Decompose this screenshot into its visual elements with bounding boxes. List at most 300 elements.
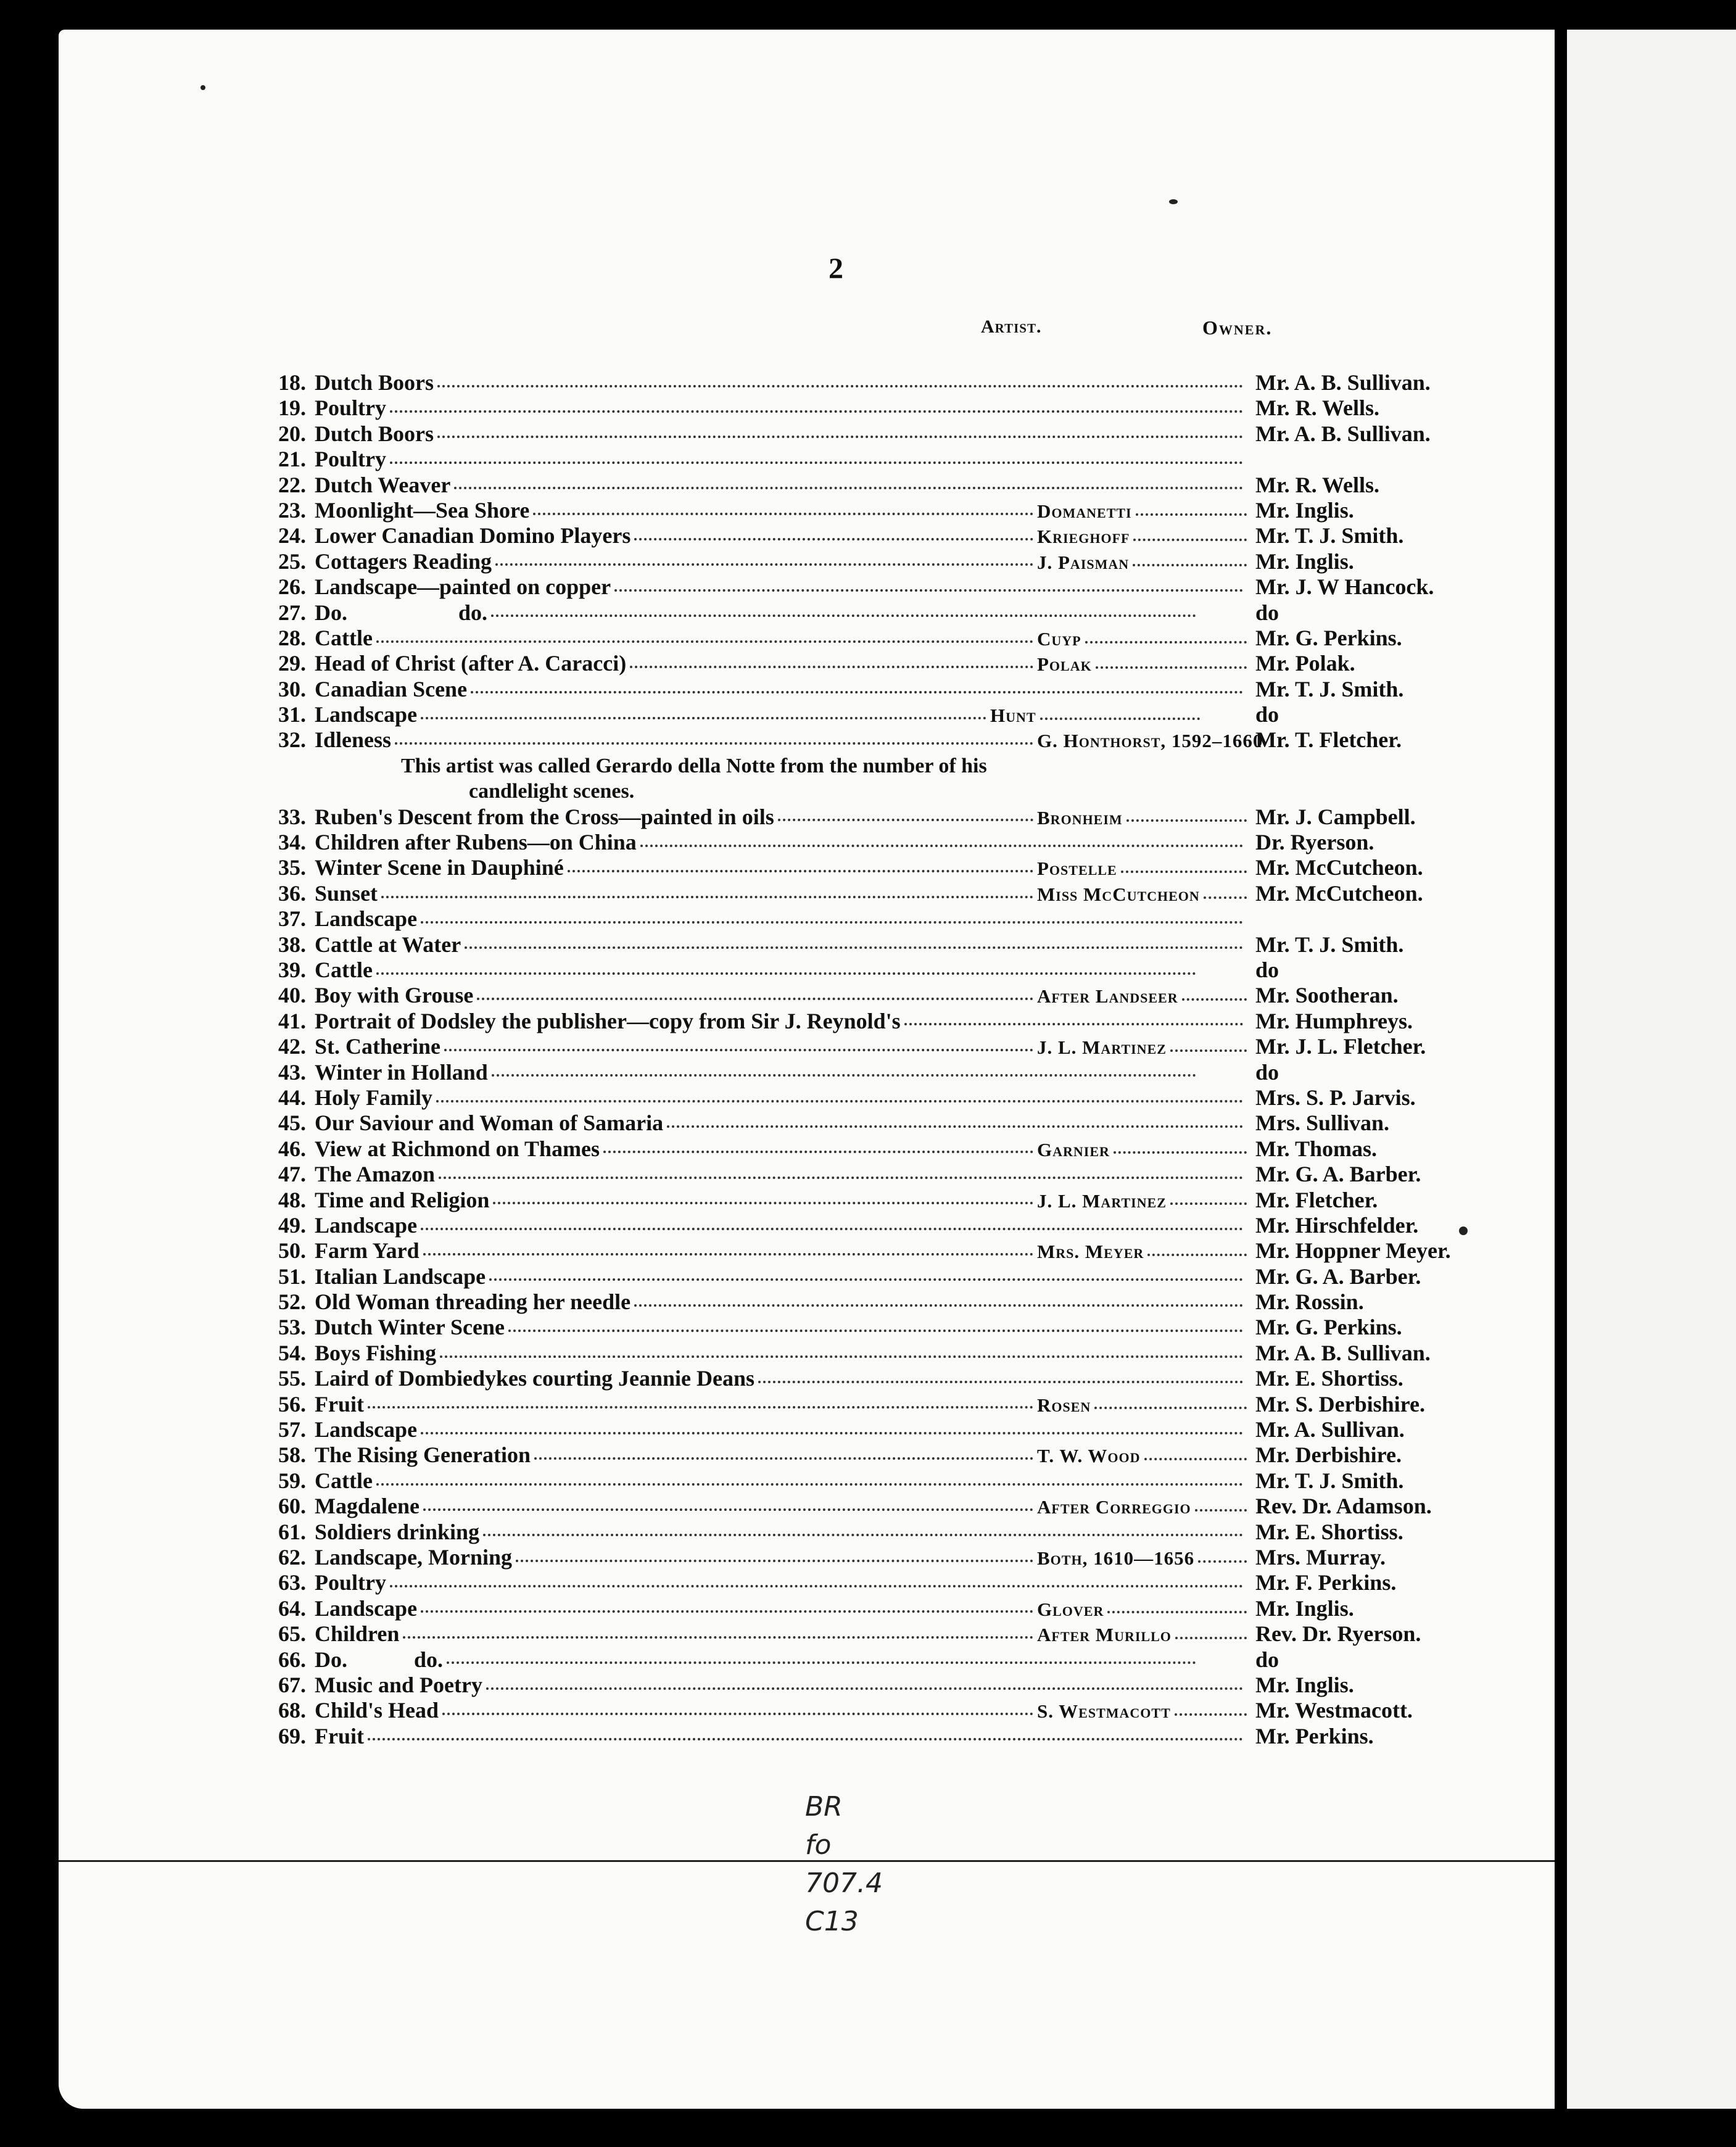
entry-number: 68.	[278, 1698, 306, 1723]
catalogue-entry	[253, 370, 1499, 395]
leader-dots	[421, 711, 986, 719]
entry-number: 44.	[278, 1085, 306, 1110]
entry-artist: Cuyp	[1037, 627, 1081, 650]
leader-dots	[634, 532, 1033, 540]
catalogue-entry	[253, 1442, 1499, 1468]
entry-number: 59.	[278, 1468, 306, 1493]
leader-dots	[444, 1043, 1033, 1051]
entry-owner: Mr. E. Shortiss.	[1255, 1366, 1403, 1391]
leader-dots	[395, 736, 1033, 745]
entry-number: 57.	[278, 1417, 306, 1442]
entry-owner: Rev. Dr. Ryerson.	[1255, 1621, 1421, 1647]
entry-artist: Domanetti	[1037, 500, 1132, 522]
catalogue-entry	[253, 1520, 1499, 1545]
entry-title: Fruit	[315, 1723, 364, 1748]
artist-cell	[1037, 652, 1247, 677]
entry-owner: Mr. Thomas.	[1255, 1136, 1378, 1161]
catalogue-entry	[253, 677, 1499, 702]
entry-number: 18.	[278, 370, 306, 395]
leader-dots	[381, 890, 1033, 898]
leader-dots	[1096, 660, 1247, 669]
entry-title: Head of Christ (after A. Caracci)	[315, 651, 627, 676]
artist-cell	[1037, 1698, 1247, 1724]
entry-artist: J. Paisman	[1037, 551, 1130, 573]
entry-number: 40.	[278, 983, 306, 1008]
entry-title: Idleness	[315, 727, 392, 753]
catalogue-entry	[253, 830, 1499, 855]
leader-dots	[403, 1630, 1033, 1639]
catalogue-entry	[253, 1238, 1499, 1264]
entry-number: 38.	[278, 932, 306, 957]
leader-dots	[491, 608, 1196, 617]
entry-owner: Mr. Inglis.	[1255, 497, 1354, 523]
leader-dots	[667, 1119, 1243, 1128]
catalogue-entry	[253, 1111, 1499, 1136]
catalogue-entry	[253, 1494, 1499, 1519]
entry-number: 23.	[278, 497, 306, 523]
entry-title: Cattle	[315, 625, 373, 650]
entry-title: Cottagers Reading	[315, 548, 492, 574]
catalogue-entry	[253, 1060, 1499, 1085]
leader-dots	[390, 455, 1243, 464]
artist-cell	[1037, 1035, 1247, 1060]
leader-dots	[534, 1451, 1033, 1460]
catalogue-entry	[253, 1162, 1499, 1187]
leader-dots	[1133, 558, 1247, 566]
entry-owner: do	[1255, 1647, 1279, 1672]
entry-title: Lower Canadian Domino Players	[315, 523, 631, 548]
artist-cell	[1037, 882, 1247, 907]
catalogue-entry	[253, 1289, 1499, 1315]
entry-title: Fruit	[315, 1391, 364, 1417]
entry-title: Portrait of Dodsley the publisher—copy from Sir J. Reynold's	[315, 1008, 901, 1033]
catalogue-entry	[253, 1264, 1499, 1289]
entry-number: 52.	[278, 1289, 306, 1315]
entry-title: Landscape	[315, 702, 418, 727]
entry-number: 36.	[278, 880, 306, 906]
entry-owner: Mr. R. Wells.	[1255, 395, 1380, 421]
catalogue-entry	[253, 1392, 1499, 1417]
catalogue-entry	[253, 958, 1499, 983]
entry-number: 64.	[278, 1595, 306, 1621]
entry-title: Landscape, Morning	[315, 1545, 513, 1570]
artist-cell	[1037, 626, 1247, 652]
entry-note: This artist was called Gerardo della Notte from the number of his	[401, 754, 987, 777]
artist-cell	[1037, 1239, 1247, 1264]
entry-owner: Mr. J. Campbell.	[1255, 804, 1416, 829]
leader-dots	[390, 404, 1243, 413]
entry-number: 30.	[278, 676, 306, 701]
entry-title: Ruben's Descent from the Cross—painted in oils	[315, 804, 774, 829]
leader-dots	[614, 583, 1243, 592]
entry-number: 55.	[278, 1366, 306, 1391]
entry-title: Laird of Dombiedykes courting Jeannie Deans	[315, 1366, 755, 1391]
entry-owner: Mr. Sootheran.	[1255, 983, 1399, 1008]
artist-cell	[1037, 805, 1247, 830]
entry-owner: do	[1255, 702, 1279, 727]
entry-title: Italian Landscape	[315, 1264, 486, 1289]
leader-dots	[533, 507, 1033, 515]
entry-title: Holy Family	[315, 1085, 432, 1110]
leader-dots	[376, 634, 1033, 643]
entry-title: Winter Scene in Dauphiné	[315, 855, 564, 880]
leader-dots	[423, 1247, 1033, 1256]
entry-owner: Mr. Hoppner Meyer.	[1255, 1238, 1451, 1264]
owner-column-header: Owner.	[1202, 316, 1273, 339]
entry-title: The Rising Generation	[315, 1442, 531, 1468]
entry-owner: Mrs. Sullivan.	[1255, 1111, 1390, 1136]
entry-owner: Mr. G. A. Barber.	[1255, 1162, 1421, 1187]
entry-title: Dutch Weaver	[315, 472, 451, 497]
leader-dots	[1204, 890, 1247, 899]
entry-title: Time and Religion	[315, 1187, 490, 1212]
entry-title: Landscape—painted on copper	[315, 574, 611, 600]
catalogue-entry	[253, 395, 1499, 421]
leader-dots	[1094, 1400, 1247, 1409]
artist-cell	[1037, 728, 1263, 753]
catalogue-entry	[253, 473, 1499, 498]
leader-dots	[421, 915, 1243, 924]
catalogue-entry	[253, 906, 1499, 932]
entry-title: Children after Rubens—on China	[315, 830, 637, 855]
leader-dots	[1182, 992, 1247, 1001]
entry-owner: do	[1255, 958, 1279, 983]
artist-cell	[1037, 856, 1247, 881]
entry-owner: Mrs. S. P. Jarvis.	[1255, 1085, 1416, 1110]
entry-owner: Mr. Westmacott.	[1255, 1698, 1413, 1723]
entry-number: 22.	[278, 472, 306, 497]
catalogue-entry	[253, 1647, 1499, 1673]
entry-artist: Postelle	[1037, 858, 1117, 880]
entry-title: Do. do.	[315, 1647, 444, 1672]
entry-owner: Mr. Perkins.	[1255, 1723, 1374, 1748]
entry-title: Canadian Scene	[315, 676, 468, 701]
entry-artist: J. L. Martinez	[1037, 1036, 1167, 1059]
entry-number: 43.	[278, 1059, 306, 1085]
leader-dots	[421, 1426, 1243, 1434]
artist-cell	[1037, 498, 1247, 524]
entry-owner: Mr. E. Shortiss.	[1255, 1519, 1403, 1544]
leader-dots	[437, 429, 1243, 438]
entry-title: View at Richmond on Thames	[315, 1136, 600, 1161]
entry-owner: Mr. J. W Hancock.	[1255, 574, 1434, 600]
entry-title: Poultry	[315, 1570, 386, 1595]
leader-dots	[634, 1298, 1243, 1307]
catalogue-entry	[253, 447, 1499, 472]
catalogue-entry	[253, 1009, 1499, 1034]
leader-dots	[437, 379, 1243, 387]
catalogue-entry	[253, 1366, 1499, 1391]
leader-dots	[1198, 1554, 1247, 1563]
catalogue-entry	[253, 1213, 1499, 1238]
entry-artist: Krieghoff	[1037, 526, 1130, 548]
leader-dots	[1136, 507, 1247, 516]
leader-dots	[603, 1144, 1033, 1153]
entry-title: Children	[315, 1621, 400, 1647]
leader-dots	[447, 1655, 1196, 1664]
entry-number: 58.	[278, 1442, 306, 1468]
leader-dots	[1175, 1707, 1247, 1716]
entry-owner: Mr. Derbishire.	[1255, 1442, 1402, 1468]
handwritten-line: C13	[805, 1906, 859, 1937]
leader-dots	[1040, 711, 1200, 720]
leader-dots	[489, 1272, 1243, 1281]
entry-owner: Mr. R. Wells.	[1255, 472, 1380, 497]
catalogue-entry	[253, 1341, 1499, 1366]
entry-owner: Mr. Inglis.	[1255, 1672, 1354, 1697]
entry-title: Boy with Grouse	[315, 983, 474, 1008]
entry-number: 29.	[278, 651, 306, 676]
entry-number: 48.	[278, 1187, 306, 1212]
catalogue-list	[253, 370, 1499, 1749]
entry-artist: Polak	[1037, 653, 1092, 676]
entry-title: St. Catherine	[315, 1034, 440, 1059]
entry-artist: Hunt	[990, 705, 1036, 727]
handwritten-line: fo	[805, 1829, 832, 1861]
leader-dots	[439, 1170, 1243, 1179]
catalogue-entry	[253, 626, 1499, 651]
entry-title: Cattle at Water	[315, 932, 461, 957]
leader-dots	[495, 557, 1033, 566]
catalogue-entry	[253, 1698, 1499, 1723]
leader-dots	[493, 1196, 1033, 1204]
leader-dots	[1144, 1452, 1247, 1460]
entry-owner: do	[1255, 1059, 1279, 1085]
catalogue-entry	[253, 702, 1499, 727]
catalogue-entry	[253, 805, 1499, 830]
entry-number: 66.	[278, 1647, 306, 1672]
entry-owner: Mr. G. Perkins.	[1255, 625, 1402, 650]
entry-artist: After Landseer	[1037, 985, 1178, 1007]
entry-number: 33.	[278, 804, 306, 829]
leader-dots	[516, 1553, 1033, 1562]
artist-cell	[1037, 1443, 1247, 1468]
leader-dots	[904, 1017, 1243, 1025]
entry-owner: Mr. Inglis.	[1255, 1595, 1354, 1621]
leader-dots	[465, 940, 1243, 949]
leader-dots	[492, 1068, 1196, 1077]
leader-dots	[1170, 1043, 1247, 1052]
leader-dots	[758, 1375, 1243, 1383]
entry-artist: T. W. Wood	[1037, 1445, 1141, 1467]
leader-dots	[440, 1349, 1243, 1358]
entry-title: Dutch Winter Scene	[315, 1315, 505, 1340]
entry-title: Poultry	[315, 447, 386, 472]
leader-dots	[1126, 813, 1247, 822]
entry-title: Child's Head	[315, 1698, 439, 1723]
artist-cell	[1037, 1188, 1247, 1214]
entry-artist: Mrs. Meyer	[1037, 1241, 1144, 1263]
catalogue-entry	[253, 1136, 1499, 1162]
leader-dots	[1147, 1247, 1247, 1256]
entry-number: 19.	[278, 395, 306, 421]
catalogue-entry	[253, 1621, 1499, 1647]
entry-owner: Mr. T. J. Smith.	[1255, 932, 1404, 957]
leader-dots	[568, 864, 1033, 872]
leader-dots	[483, 1528, 1243, 1536]
handwritten-call-number	[805, 1788, 883, 1941]
scan-speck	[200, 85, 205, 90]
leader-dots	[421, 1604, 1033, 1613]
entry-number: 41.	[278, 1008, 306, 1033]
entry-title: Music and Poetry	[315, 1672, 482, 1697]
entry-owner: Mr. G. A. Barber.	[1255, 1264, 1421, 1289]
entry-artist: Glover	[1037, 1598, 1104, 1620]
entry-number: 27.	[278, 600, 306, 625]
leader-dots	[436, 1094, 1243, 1102]
artist-cell	[1037, 550, 1247, 575]
entry-number: 60.	[278, 1494, 306, 1519]
leader-dots	[477, 991, 1033, 1000]
leader-dots	[630, 660, 1033, 668]
entry-owner: do	[1255, 600, 1279, 625]
artist-cell	[1037, 1392, 1247, 1418]
catalogue-entry	[253, 549, 1499, 574]
entry-title: Do. do.	[315, 600, 488, 625]
catalogue-entry	[253, 983, 1499, 1008]
entry-artist: After Correggio	[1037, 1496, 1191, 1518]
entry-number: 45.	[278, 1111, 306, 1136]
entry-owner: Mr. F. Perkins.	[1255, 1570, 1397, 1595]
entry-owner: Mr. S. Derbishire.	[1255, 1391, 1425, 1417]
catalogue-entry	[253, 932, 1499, 958]
entry-artist: Both, 1610—1656	[1037, 1547, 1195, 1569]
leader-dots	[1121, 864, 1247, 873]
catalogue-entry	[253, 1034, 1499, 1059]
entry-title: Cattle	[315, 1468, 373, 1493]
leader-dots	[1114, 1145, 1247, 1154]
entry-number: 37.	[278, 906, 306, 932]
entry-title: Landscape	[315, 1417, 418, 1442]
entry-title: Farm Yard	[315, 1238, 420, 1264]
catalogue-entry	[253, 421, 1499, 447]
entry-owner: Rev. Dr. Adamson.	[1255, 1494, 1432, 1519]
entry-owner: Mr. McCutcheon.	[1255, 855, 1423, 880]
entry-number: 47.	[278, 1162, 306, 1187]
entry-title: Sunset	[315, 880, 378, 906]
entry-number: 62.	[278, 1545, 306, 1570]
entry-number: 61.	[278, 1519, 306, 1544]
leader-dots	[423, 1502, 1033, 1511]
catalogue-entry	[253, 1315, 1499, 1340]
entry-artist: Garnier	[1037, 1138, 1110, 1160]
catalogue-entry	[253, 1188, 1499, 1213]
entry-number: 51.	[278, 1264, 306, 1289]
artist-cell	[1037, 1622, 1247, 1647]
entry-title: The Amazon	[315, 1162, 436, 1187]
entry-title: Boys Fishing	[315, 1340, 437, 1365]
leader-dots	[486, 1681, 1243, 1690]
entry-number: 26.	[278, 574, 306, 600]
entry-title: Landscape	[315, 1595, 418, 1621]
catalogue-entry	[253, 498, 1499, 523]
leader-dots	[376, 966, 1196, 975]
handwritten-line: 707.4	[805, 1868, 883, 1899]
entry-owner: Mr. A. Sullivan.	[1255, 1417, 1405, 1442]
entry-number: 24.	[278, 523, 306, 548]
catalogue-entry	[253, 1417, 1499, 1442]
entry-number: 46.	[278, 1136, 306, 1161]
entry-artist: After Murillo	[1037, 1624, 1172, 1646]
catalogue-entry	[253, 1085, 1499, 1111]
entry-title: Dutch Boors	[315, 421, 434, 446]
catalogue-entry	[253, 855, 1499, 880]
catalogue-entry	[253, 1468, 1499, 1494]
catalogue-entry	[253, 1545, 1499, 1570]
scan-speck	[1169, 199, 1178, 204]
catalogue-entry	[253, 727, 1499, 753]
entry-owner: Mr. G. Perkins.	[1255, 1315, 1402, 1340]
entry-number: 31.	[278, 702, 306, 727]
leader-dots	[1195, 1503, 1247, 1512]
entry-owner: Mr. McCutcheon.	[1255, 880, 1423, 906]
catalogue-entry	[253, 881, 1499, 906]
leader-dots	[1085, 635, 1247, 643]
artist-cell	[1037, 524, 1247, 549]
entry-number: 65.	[278, 1621, 306, 1647]
entry-title: Poultry	[315, 395, 386, 421]
leader-dots	[368, 1400, 1033, 1409]
entry-artist: G. Honthorst, 1592–1660	[1037, 730, 1263, 752]
entry-title: Moonlight—Sea Shore	[315, 497, 530, 523]
entry-number: 32.	[278, 727, 306, 753]
entry-owner: Dr. Ryerson.	[1255, 830, 1374, 855]
entry-number: 63.	[278, 1570, 306, 1595]
leader-dots	[421, 1222, 1243, 1230]
leader-dots	[1170, 1196, 1247, 1205]
entry-owner: Mr. A. B. Sullivan.	[1255, 1340, 1431, 1365]
leader-dots	[390, 1579, 1243, 1587]
entry-number: 49.	[278, 1212, 306, 1238]
leader-dots	[442, 1706, 1033, 1715]
entry-title: Our Saviour and Woman of Samaria	[315, 1111, 664, 1136]
leader-dots	[471, 685, 1243, 693]
entry-owner: Mr. T. Fletcher.	[1255, 727, 1402, 753]
catalogue-entry	[253, 574, 1499, 600]
catalogue-entry	[253, 1724, 1499, 1749]
entry-owner: Mr. Humphreys.	[1255, 1008, 1413, 1033]
entry-number: 21.	[278, 447, 306, 472]
entry-owner: Mr. T. J. Smith.	[1255, 523, 1404, 548]
entry-title: Landscape	[315, 906, 418, 932]
entry-owner: Mrs. Murray.	[1255, 1545, 1386, 1570]
catalogue-entry	[253, 1596, 1499, 1621]
entry-artist: J. L. Martinez	[1037, 1189, 1167, 1212]
entry-owner: Mr. A. B. Sullivan.	[1255, 421, 1431, 446]
entry-title: Dutch Boors	[315, 370, 434, 395]
entry-number: 67.	[278, 1672, 306, 1697]
catalogue-entry	[253, 1673, 1499, 1698]
catalogue-entry	[253, 600, 1499, 626]
leader-dots	[1133, 532, 1247, 541]
artist-cell	[1037, 1597, 1247, 1622]
entry-owner: Mr. Inglis.	[1255, 548, 1354, 574]
artist-cell	[1037, 1494, 1247, 1520]
entry-number: 50.	[278, 1238, 306, 1264]
artist-cell	[1037, 983, 1247, 1009]
entry-owner: Mr. J. L. Fletcher.	[1255, 1034, 1426, 1059]
entry-number: 20.	[278, 421, 306, 446]
entry-number: 35.	[278, 855, 306, 880]
entry-title: Old Woman threading her needle	[315, 1289, 631, 1315]
entry-number: 34.	[278, 830, 306, 855]
entry-owner: Mr. Hirschfelder.	[1255, 1212, 1419, 1238]
handwritten-line: BR	[805, 1791, 843, 1822]
entry-title: Magdalene	[315, 1494, 420, 1519]
entry-owner: Mr. T. J. Smith.	[1255, 1468, 1404, 1493]
entry-number: 28.	[278, 625, 306, 650]
catalogue-entry	[253, 1570, 1499, 1595]
